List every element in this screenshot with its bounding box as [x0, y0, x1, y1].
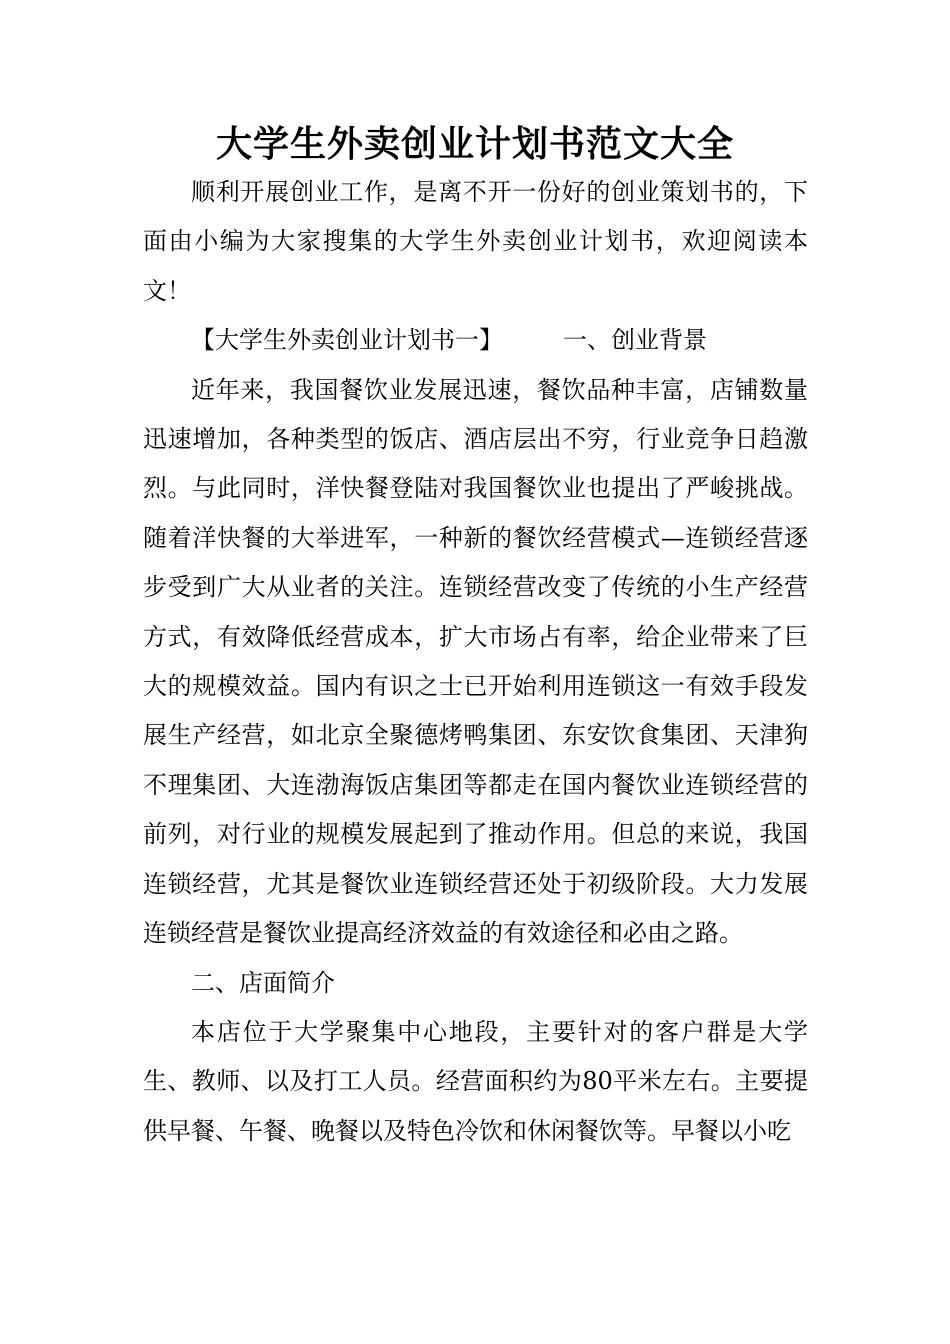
plan-heading-line: [143, 316, 808, 365]
section2-paragraph: 本店位于大学聚集中心地段，主要针对的客户群是大学生、教师、以及打工人员。经营面积约为80平米左右。主要提供早餐、午餐、晚餐以及特色冷饮和休闲餐饮等。早餐以小吃: [143, 1017, 808, 1145]
document-title: 大学生外卖创业计划书范文大全: [215, 123, 734, 165]
intro-paragraph: 顺利开展创业工作，是离不开一份好的创业策划书的，下面由小编为大家搜集的大学生外卖创业计划书，欢迎阅读本文！: [143, 178, 808, 305]
plan-heading: 【大学生外卖创业计划书一】: [191, 326, 503, 355]
section1-heading: 一、创业背景: [563, 326, 707, 355]
section2-heading: 二、店面简介: [191, 968, 335, 997]
section1-paragraph: 近年来，我国餐饮业发展迅速，餐饮品种丰富，店铺数量迅速增加，各种类型的饭店、酒店层出不穷，行业竞争日趋激烈。与此同时，洋快餐登陆对我国餐饮业也提出了严峻挑战。随着洋快餐的大举进军，一种新的餐饮经营模式—连锁经营逐步受到广大从业者的关注。连锁经营改变了传统的小生产经营方式，有效降低经营成本，扩大市场占有率，给企业带来了巨大的规模效益。国内有识之士已开始利用连锁这一有效手段发展生产经营，如北京全聚德烤鸭集团、东安饮食集团、天津狗不理集团、大连渤海饭店集团等都走在国内餐饮业连锁经营的前列，对行业的规模发展起到了推动作用。但总的来说，我国连锁经营，尤其是餐饮业连锁经营还处于初级阶段。大力发展连锁经营是餐饮业提高经济效益的有效途径和必由之路。: [143, 375, 808, 948]
document-body: [143, 168, 808, 1156]
